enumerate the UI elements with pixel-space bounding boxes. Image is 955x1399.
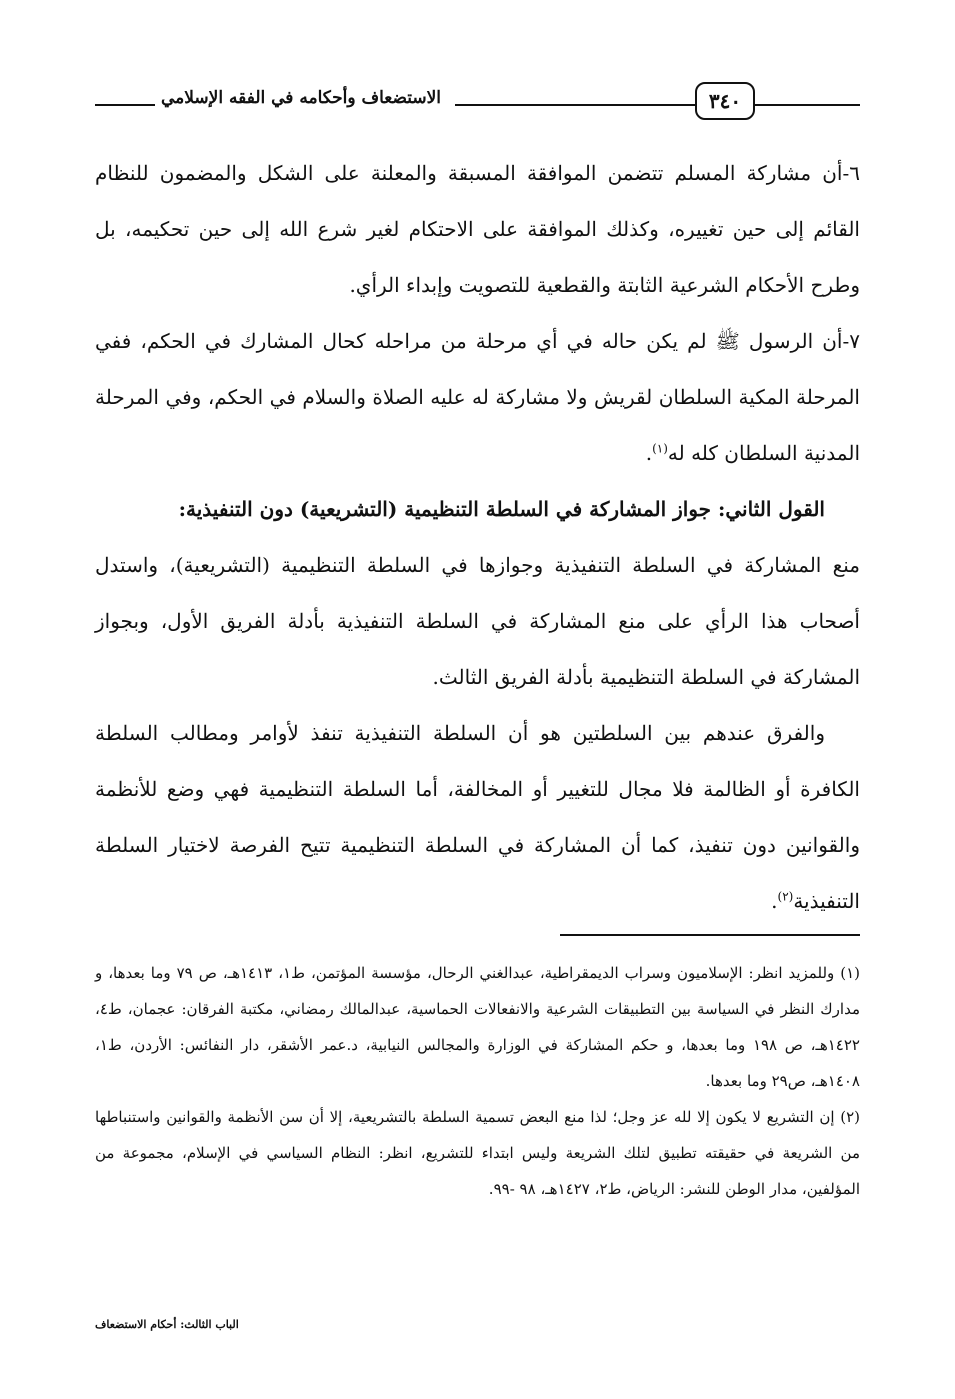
header-rule-middle bbox=[455, 104, 700, 106]
footnotes bbox=[95, 955, 860, 1207]
footnote-divider bbox=[560, 934, 860, 936]
paragraph-6: ٦-أن مشاركة المسلم تتضمن الموافقة المسبقة والمعلنة على الشكل والمضمون للنظام القائم إلى حين تغييره، وكذلك الموافقة على الاحتكام لغير شرع الله إلى حين تحكيمه، بل وطرح الأحكام الشرعية الثابتة والقطعية للتصويت وإبداء الرأي. bbox=[95, 161, 860, 297]
paragraph-difference-end: . bbox=[771, 889, 778, 913]
paragraph-difference-text: والفرق عندهم بين السلطتين هو أن السلطة التنفيذية تنفذ لأوامر ومطالب السلطة الكافرة أو الظالمة فلا مجال للتغيير أو المخالفة، أما السلطة التنظيمية فهي وضع للأنظمة والقوانين دون تنفيذ، كما أن المشاركة في السلطة التنظيمية تتيح الفرصة لاختيار السلطة التنفيذية bbox=[95, 721, 860, 913]
footnote-ref-1: (١) bbox=[652, 441, 668, 456]
footnote-ref-2: (٢) bbox=[777, 889, 794, 904]
running-title: الاستضعاف وأحكامه في الفقه الإسلامي bbox=[161, 88, 442, 108]
page-header bbox=[95, 82, 860, 122]
page-number: ٣٤٠ bbox=[695, 82, 755, 120]
header-rule-left bbox=[95, 104, 155, 106]
main-text bbox=[95, 145, 860, 929]
paragraph-7-text: ٧-أن الرسول ﷺ لم يكن حاله في أي مرحلة من مراحله كحال المشارك في الحكم، ففي المرحلة المكية السلطان لقريش ولا مشاركة له عليه الصلاة والسلام في الحكم، وفي المرحلة المدنية السلطان كله له bbox=[95, 329, 860, 465]
section-heading: القول الثاني: جواز المشاركة في السلطة التنظيمية (التشريعية) دون التنفيذية: bbox=[178, 497, 825, 521]
paragraph-7 bbox=[95, 313, 860, 481]
footnote-2: (٢) إن التشريع لا يكون إلا لله عز وجل؛ لذا منع البعض تسمية السلطة بالتشريعية، إلا أن سن الأنظمة والقوانين واستنباطها من الشريعة في حقيقته تطبيق لتلك الشريعة وليس ابتداء للتشريع، انظر: النظام السياسي في الإسلام، مجموعة من المؤلفين، مدار الوطن للنشر: الرياض، ط٢، ١٤٢٧هـ، ٩٨ -٩٩. bbox=[95, 1108, 860, 1198]
footnote-1: (١) وللمزيد انظر: الإسلاميون وسراب الديمقراطية، عبدالغني الرحال، مؤسسة المؤتمن، ط١، ١٤١٣هـ، ص ٧٩ وما بعدها، و مدارك النظر في السياسة بين التطبيقات الشرعية والانفعالات الحماسية، عبدالمالك رمضاني، مكتبة الفرقان: عجمان، ط٤، ١٤٢٢هـ، ص ١٩٨ وما بعدها، و حكم المشاركة في الوزارة والمجالس النيابية، د.عمر الأشقر، دار النفائس: الأردن، ط١، ١٤٠٨هـ، ص٢٩ وما بعدها. bbox=[95, 964, 861, 1090]
paragraph-second-opinion: منع المشاركة في السلطة التنفيذية وجوازها في السلطة التنظيمية (التشريعية)، واستدل أصحاب هذا الرأي على منع المشاركة في السلطة التنفيذية بأدلة الفريق الأول، وبجواز المشاركة في السلطة التنظيمية بأدلة الفريق الثالث. bbox=[95, 553, 860, 689]
chapter-footer: الباب الثالث: أحكام الاستضعاف bbox=[95, 1318, 239, 1331]
paragraph-difference bbox=[95, 705, 860, 929]
paragraph-7-end: . bbox=[645, 441, 653, 465]
header-rule-right bbox=[755, 104, 860, 106]
